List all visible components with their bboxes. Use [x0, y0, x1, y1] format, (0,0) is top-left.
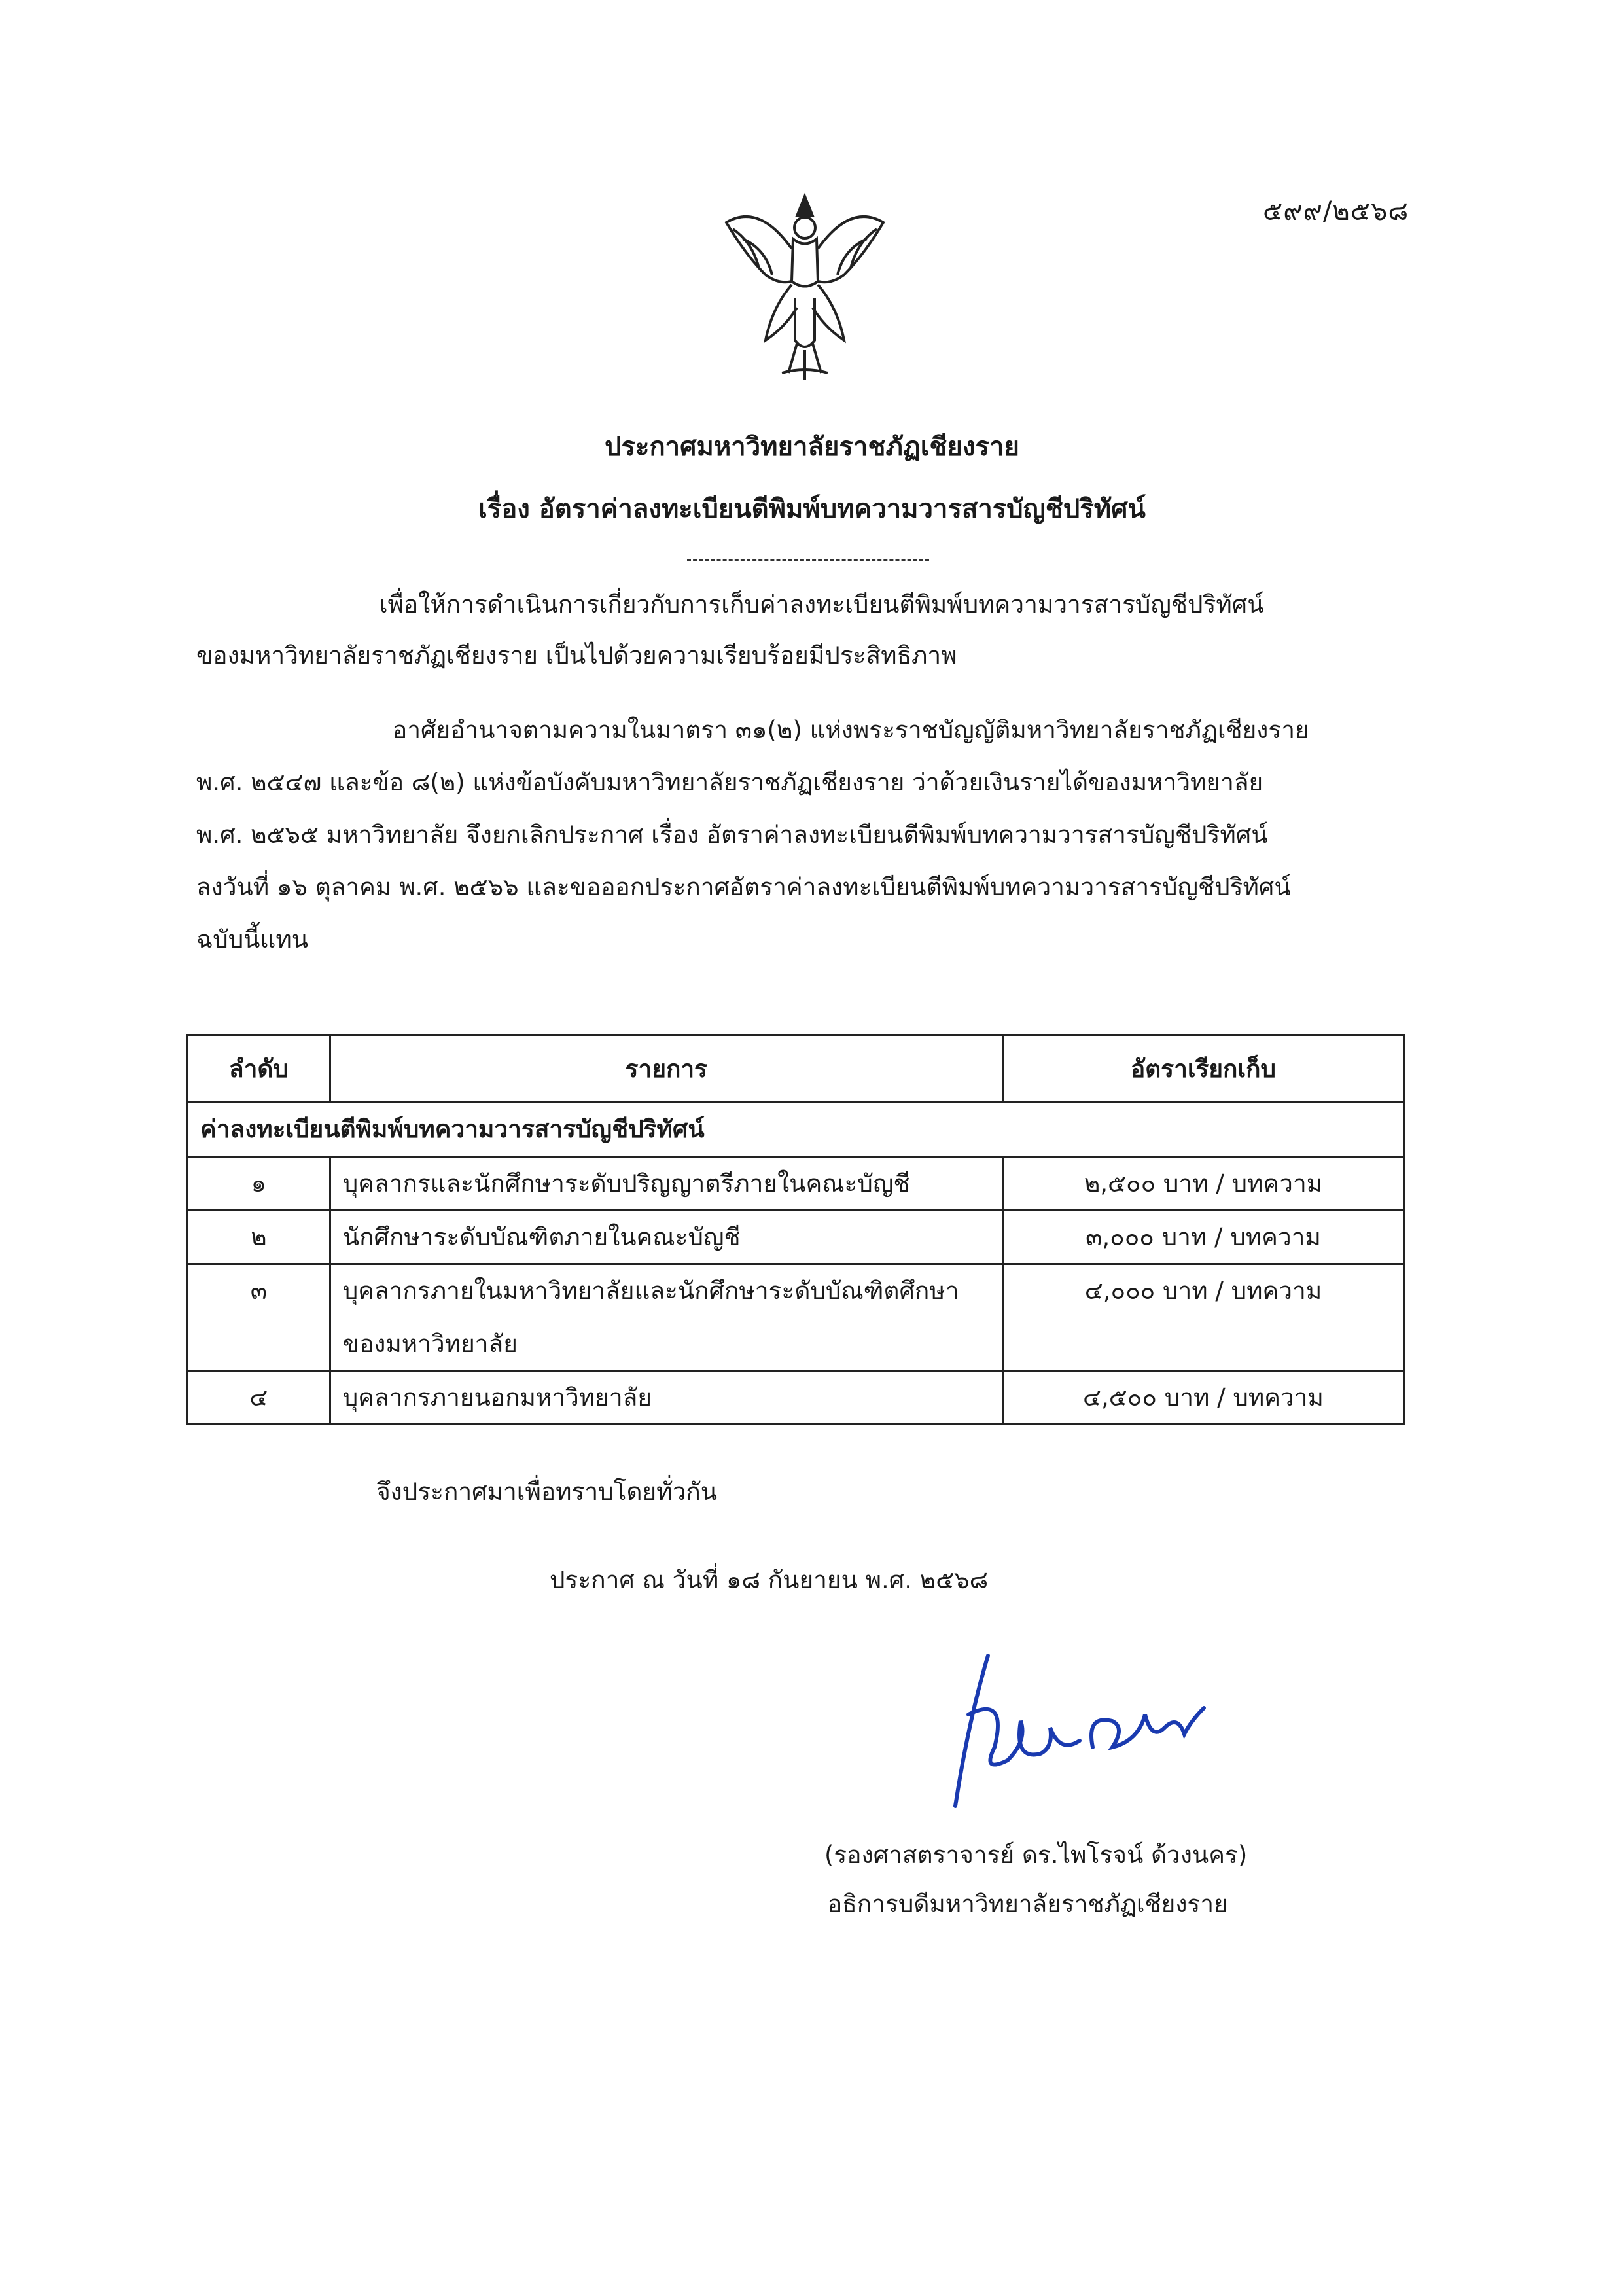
fee-table: [186, 1034, 1405, 1425]
paragraph-1-line-2: ของมหาวิทยาลัยราชภัฏเชียงราย เป็นไปด้วยความเรียบร้อยมีประสิทธิภาพ: [196, 641, 957, 669]
announcement-date: ประกาศ ณ วันที่ ๑๘ กันยายน พ.ศ. ๒๕๖๘: [550, 1566, 989, 1594]
header-item: รายการ: [330, 1035, 1002, 1103]
signatory-name: (รองศาสตราจารย์ ดร.ไพโรจน์ ด้วงนคร): [824, 1841, 1248, 1869]
table-row: [188, 1371, 1404, 1425]
paragraph-2-line-3: พ.ศ. ๒๕๖๕ มหาวิทยาลัย จึงยกเลิกประกาศ เรื่อง อัตราค่าลงทะเบียนตีพิมพ์บทความวารสารบัญชีปริทัศน์: [196, 821, 1268, 849]
table-row: [188, 1264, 1404, 1371]
row-no: ๑: [188, 1157, 330, 1211]
row-item: นักศึกษาระดับบัณฑิตภายในคณะบัญชี: [330, 1211, 1002, 1264]
closing-statement: จึงประกาศมาเพื่อทราบโดยทั่วกัน: [376, 1478, 718, 1506]
paragraph-2-line-4: ลงวันที่ ๑๖ ตุลาคม พ.ศ. ๒๕๖๖ และขอออกประกาศอัตราค่าลงทะเบียนตีพิมพ์บทความวารสารบัญชีปริทัศน์: [196, 873, 1291, 901]
header-no: ลำดับ: [188, 1035, 330, 1103]
row-item-continued: ของมหาวิทยาลัย: [342, 1330, 518, 1358]
row-item: บุคลากรและนักศึกษาระดับปริญญาตรีภายในคณะบัญชี: [330, 1157, 1002, 1211]
signatory-position: อธิการบดีมหาวิทยาลัยราชภัฏเชียงราย: [828, 1890, 1228, 1918]
row-item-cell: [330, 1264, 1002, 1371]
row-rate: ๓,๐๐๐ บาท / บทความ: [1002, 1211, 1403, 1264]
row-rate: ๔,๕๐๐ บาท / บทความ: [1002, 1371, 1403, 1425]
row-rate: ๒,๕๐๐ บาท / บทความ: [1002, 1157, 1403, 1211]
table-header-row: [188, 1035, 1404, 1103]
row-rate: ๔,๐๐๐ บาท / บทความ: [1002, 1264, 1403, 1371]
paragraph-1-line-1: เพื่อให้การดำเนินการเกี่ยวกับการเก็บค่าลงทะเบียนตีพิมพ์บทความวารสารบัญชีปริทัศน์: [380, 590, 1264, 618]
announcement-subject: เรื่อง อัตราค่าลงทะเบียนตีพิมพ์บทความวารสารบัญชีปริทัศน์: [478, 494, 1146, 524]
handwritten-signature: [929, 1643, 1217, 1819]
row-item: บุคลากรภายนอกมหาวิทยาลัย: [330, 1371, 1002, 1425]
document-number: ๕๙๙/๒๕๖๘: [1263, 196, 1409, 226]
paragraph-2-line-2: พ.ศ. ๒๕๔๗ และข้อ ๘(๒) แห่งข้อบังคับมหาวิทยาลัยราชภัฏเชียงราย ว่าด้วยเงินรายได้ของมหาวิทยาลัย: [196, 768, 1263, 796]
table-section-row: [188, 1103, 1404, 1157]
header-rate: อัตราเรียกเก็บ: [1002, 1035, 1403, 1103]
row-no: ๔: [188, 1371, 330, 1425]
announcement-title: ประกาศมหาวิทยาลัยราชภัฏเชียงราย: [605, 432, 1019, 462]
row-no: ๒: [188, 1211, 330, 1264]
garuda-emblem-icon: [720, 177, 890, 386]
table-row: [188, 1211, 1404, 1264]
title-divider: [687, 559, 929, 561]
section-label: ค่าลงทะเบียนตีพิมพ์บทความวารสารบัญชีปริทัศน์: [188, 1103, 1404, 1157]
table-row: [188, 1157, 1404, 1211]
row-no: ๓: [188, 1264, 330, 1371]
paragraph-2-line-5: ฉบับนี้แทน: [196, 925, 308, 953]
paragraph-2-line-1: อาศัยอำนาจตามความในมาตรา ๓๑(๒) แห่งพระราชบัญญัติมหาวิทยาลัยราชภัฏเชียงราย: [393, 716, 1309, 744]
row-item: บุคลากรภายในมหาวิทยาลัยและนักศึกษาระดับบัณฑิตศึกษา: [342, 1277, 959, 1305]
